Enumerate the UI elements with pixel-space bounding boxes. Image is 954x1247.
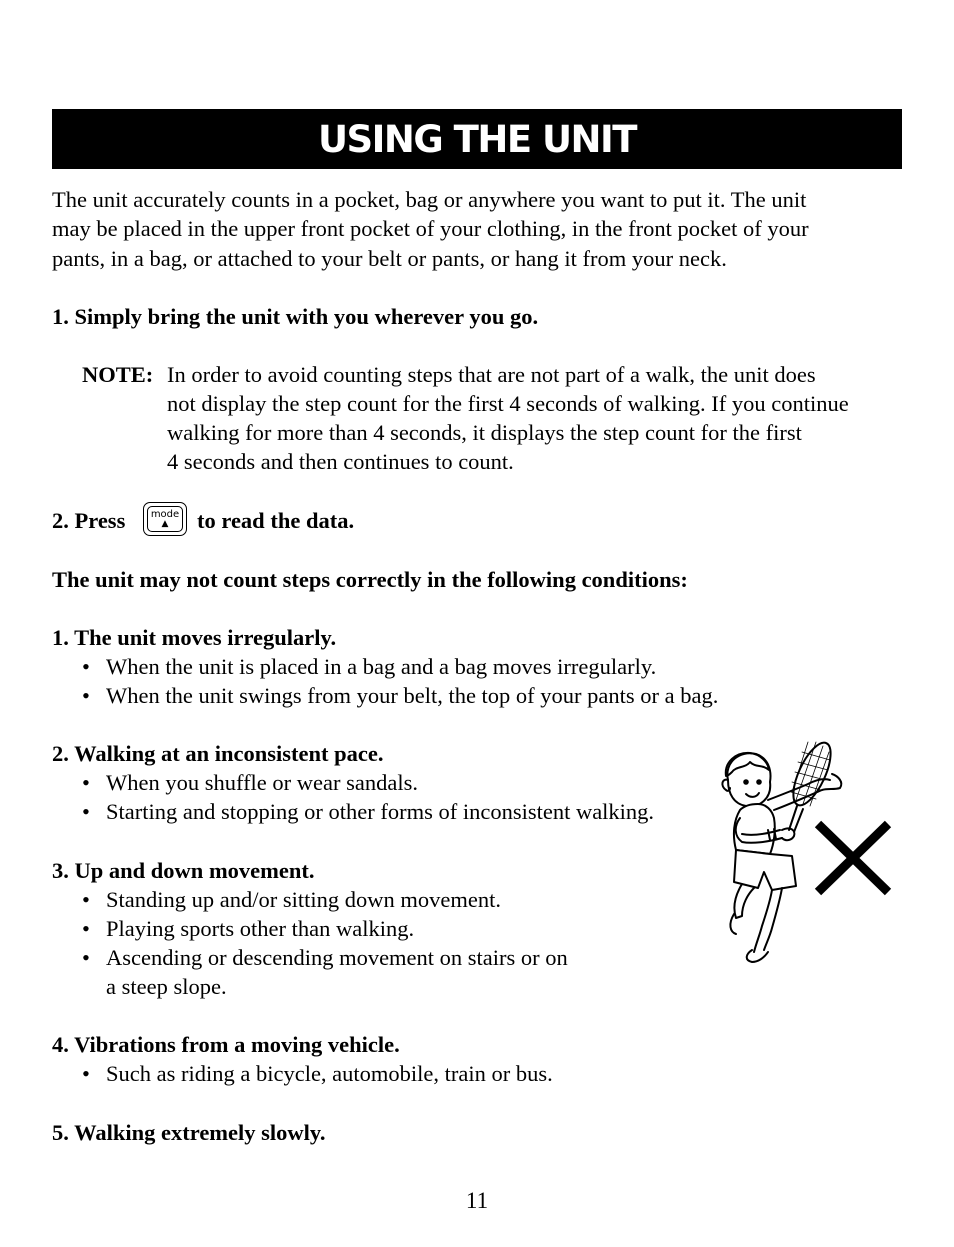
tennis-racket-icon [786, 738, 838, 832]
bullet-icon: • [82, 887, 90, 912]
step-1: 1. Simply bring the unit with you wherever you go. [52, 304, 539, 329]
note-line: walking for more than 4 seconds, it displays the step count for the first [167, 420, 802, 445]
intro-line: pants, in a bag, or attached to your belt or pants, or hang it from your neck. [52, 246, 727, 271]
note-line: 4 seconds and then continues to count. [167, 449, 514, 474]
section-header-bar [52, 109, 902, 169]
section-title: USING THE UNIT [317, 117, 637, 161]
bullet-icon: • [82, 654, 90, 679]
bullet-icon: • [82, 945, 90, 970]
bullet-icon: • [82, 916, 90, 941]
cross-mark-icon [818, 824, 888, 892]
condition-bullet: Playing sports other than walking. [106, 916, 415, 941]
condition-title: 3. Up and down movement. [52, 858, 315, 883]
bullet-icon: • [82, 770, 90, 795]
condition-title: 1. The unit moves irregularly. [52, 625, 337, 650]
conditions-heading: The unit may not count steps correctly in the following conditions: [52, 567, 688, 592]
condition-bullet: When the unit swings from your belt, the top of your pants or a bag. [106, 683, 719, 708]
condition-title: 2. Walking at an inconsistent pace. [52, 741, 384, 766]
page-number: 11 [465, 1188, 489, 1213]
condition-bullet: Ascending or descending movement on stairs or on [106, 945, 568, 970]
mode-button-label: mode [150, 509, 180, 520]
tennis-player-crossed-out-icon [712, 738, 897, 966]
condition-bullet: When you shuffle or wear sandals. [106, 770, 418, 795]
condition-bullet: When the unit is placed in a bag and a bag moves irregularly. [106, 654, 657, 679]
condition-bullet: Starting and stopping or other forms of inconsistent walking. [106, 799, 655, 824]
condition-title: 5. Walking extremely slowly. [52, 1120, 326, 1145]
step-2-prefix: 2. Press [52, 508, 126, 533]
condition-bullet: Such as riding a bicycle, automobile, train or bus. [106, 1061, 553, 1086]
intro-line: The unit accurately counts in a pocket, bag or anywhere you want to put it. The unit [52, 187, 807, 212]
bullet-icon: • [82, 1061, 90, 1086]
bullet-icon: • [82, 799, 90, 824]
step-2-suffix: to read the data. [197, 508, 355, 533]
note-line: not display the step count for the first 4 seconds of walking. If you continue [167, 391, 849, 416]
intro-line: may be placed in the upper front pocket of your clothing, in the front pocket of your [52, 216, 809, 241]
mode-button-icon [143, 502, 187, 536]
note-line: In order to avoid counting steps that are not part of a walk, the unit does [167, 362, 816, 387]
condition-bullet: Standing up and/or sitting down movement. [106, 887, 501, 912]
condition-title: 4. Vibrations from a moving vehicle. [52, 1032, 400, 1057]
bullet-icon: • [82, 683, 90, 708]
note-label: NOTE: [82, 362, 154, 387]
condition-bullet-continuation: a steep slope. [106, 974, 227, 999]
up-arrow-icon: ▲ [161, 519, 169, 529]
